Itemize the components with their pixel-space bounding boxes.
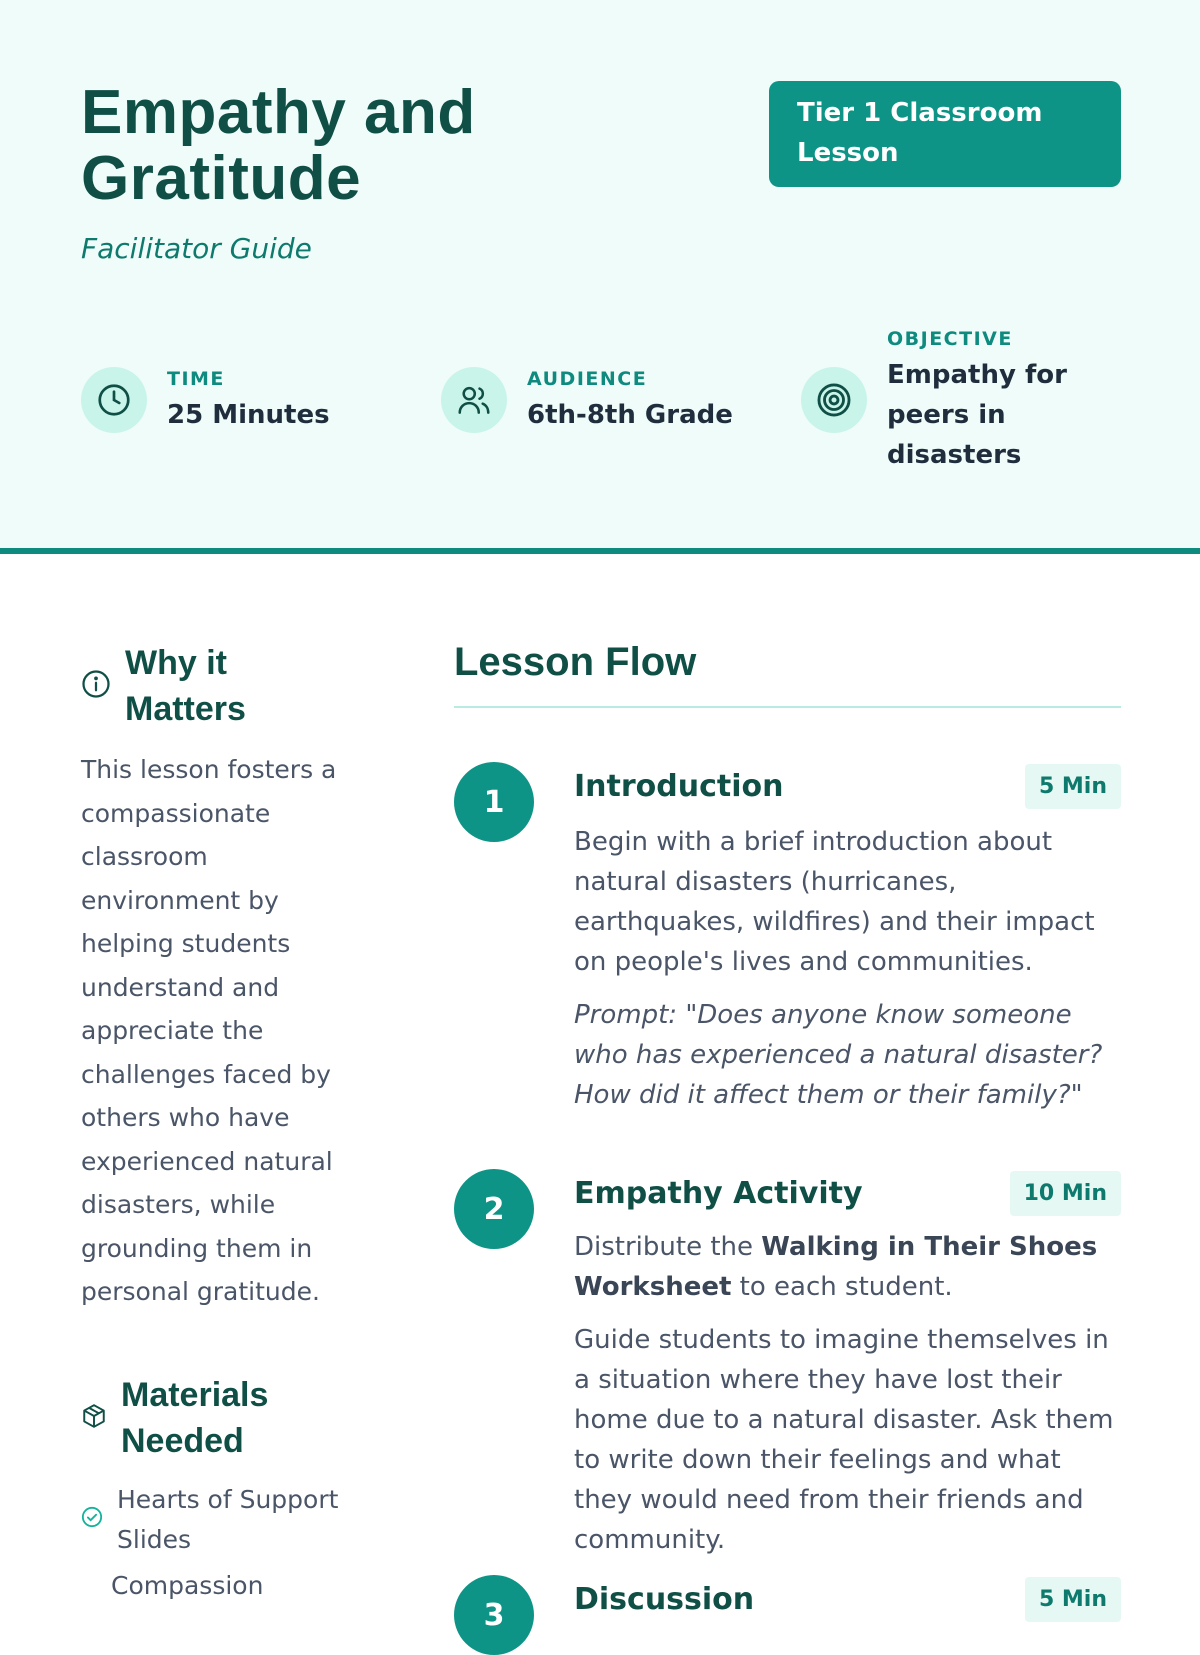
meta-time-label: TIME bbox=[167, 368, 225, 390]
box-icon bbox=[81, 1403, 107, 1433]
meta-audience-label: AUDIENCE bbox=[527, 368, 648, 390]
why-it-matters bbox=[81, 640, 381, 1314]
step-title: Empathy Activity bbox=[574, 1175, 863, 1211]
info-icon bbox=[81, 669, 111, 703]
meta-objective-label: OBJECTIVE bbox=[887, 328, 1013, 350]
material-item-label: Compassion bbox=[111, 1571, 264, 1600]
material-item-label: Hearts of Support Slides bbox=[117, 1485, 339, 1554]
header-section bbox=[0, 0, 1200, 554]
meta-audience-value: 6th-8th Grade bbox=[527, 400, 733, 430]
page-subtitle: Facilitator Guide bbox=[81, 232, 312, 265]
step-number: 3 bbox=[454, 1575, 534, 1655]
step-duration-badge: 5 Min bbox=[1025, 1577, 1121, 1622]
step-text-part: Distribute the bbox=[574, 1232, 762, 1262]
clock-icon bbox=[81, 367, 147, 433]
step-prompt: Prompt: "Does anyone know someone who has experienced a natural disaster? How did it affect them or their family?" bbox=[574, 1000, 1103, 1110]
material-item bbox=[81, 1566, 381, 1606]
step-text: Begin with a brief introduction about natural disasters (hurricanes, earthquakes, wildfires) and their impact on people's lives and communities. bbox=[574, 827, 1095, 977]
tier-badge: Tier 1 Classroom Lesson bbox=[769, 81, 1121, 187]
step-duration-badge: 10 Min bbox=[1010, 1171, 1121, 1216]
meta-time bbox=[81, 367, 330, 435]
materials-title: Materials Needed bbox=[121, 1376, 269, 1460]
page-title: Empathy and Gratitude bbox=[81, 78, 476, 213]
why-text: This lesson fosters a compassionate classroom environment by helping students understand and appreciate the challenges faced by others who have experienced natural disasters, while grounding them in personal gratitude. bbox=[81, 755, 337, 1306]
lesson-flow-divider bbox=[454, 706, 1121, 708]
materials-needed bbox=[81, 1372, 381, 1606]
step-text-part: to each student. bbox=[731, 1272, 953, 1302]
step-text: Guide students to imagine themselves in a situation where they have lost their home due to a natural disaster. Ask them to write down their feelings and what they would need from their friends and community. bbox=[574, 1325, 1114, 1555]
meta-objective-value: Empathy for peers in disasters bbox=[887, 360, 1067, 470]
step-number: 1 bbox=[454, 762, 534, 842]
lesson-flow-title: Lesson Flow bbox=[454, 640, 697, 684]
meta-time-value: 25 Minutes bbox=[167, 400, 330, 430]
meta-audience bbox=[441, 367, 733, 435]
step-duration-badge: 5 Min bbox=[1025, 764, 1121, 809]
why-title: Why it Matters bbox=[125, 644, 246, 728]
material-item bbox=[81, 1480, 381, 1560]
step-text bbox=[574, 1227, 1121, 1307]
check-circle-icon bbox=[81, 1500, 103, 1540]
step-title: Introduction bbox=[574, 768, 784, 804]
users-icon bbox=[441, 367, 507, 433]
worksheet-name: Walking in Their Shoes Worksheet bbox=[574, 1232, 1098, 1302]
meta-objective bbox=[801, 327, 1087, 475]
step-number: 2 bbox=[454, 1169, 534, 1249]
step-title: Discussion bbox=[574, 1581, 755, 1617]
target-icon bbox=[801, 367, 867, 433]
